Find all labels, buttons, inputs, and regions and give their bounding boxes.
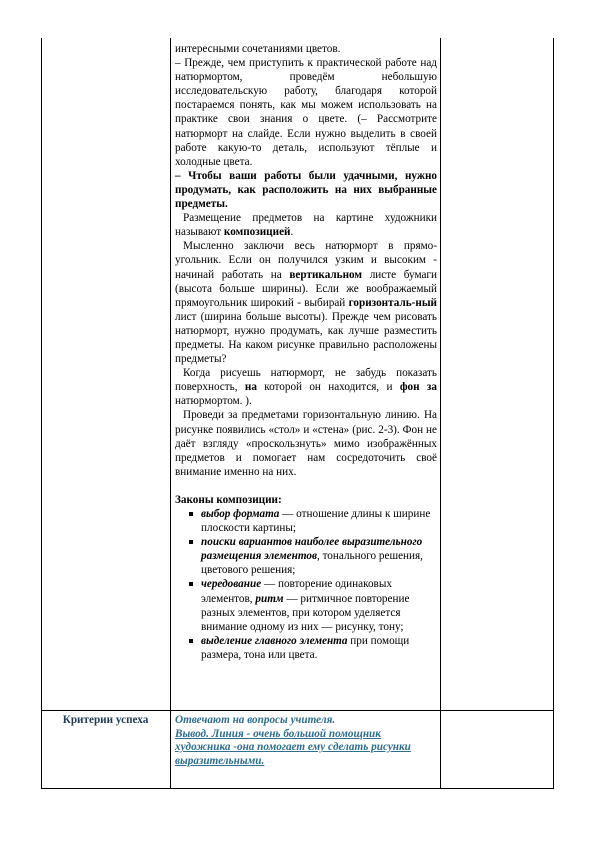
horizontal-term: горизонталь-ный — [348, 296, 437, 309]
criteria-line-1: Отвечают на вопросы учителя. — [175, 714, 336, 726]
law-item-alternation — [201, 577, 437, 633]
table-row-divider — [41, 710, 554, 711]
intro-line: интересными сочетаниями цветов. — [175, 43, 341, 55]
horizon-paragraph: Проведи за предметами горизонтальную линию. На рисунке появились «стол» и «стена» (рис. 2-3). Фон не даёт взгляду «проскользнуть» мимо изображённых предметов и помогает нам сосредоточить своё внимание именно на них. — [175, 409, 437, 478]
bold-word: на — [244, 381, 257, 394]
table-border-col2 — [440, 38, 441, 789]
table-border-right — [553, 38, 554, 789]
composition-paragraph — [175, 211, 437, 239]
lesson-table — [41, 38, 554, 789]
law-term: выбор формата — [201, 508, 280, 520]
text-span: лист (ширина больше высоты). Прежде чем рисовать натюрморт, нужно продумать, как лучше разместить предметы. На каком рисунке правильно расположены предметы? — [175, 310, 437, 366]
law-item-main-element — [201, 634, 437, 662]
content-cell — [170, 38, 440, 710]
law-term: ритм — [255, 592, 284, 605]
criteria-line-2: Вывод. Линия - очень большой помощник художника -она помогает ему сделать рисунки выразительными. — [175, 727, 411, 767]
laws-list — [175, 507, 437, 662]
background-term: фон за — [399, 381, 437, 394]
intro-paragraph: – Прежде, чем приступить к практической работе над натюрмортом, проведём небольшую исследовательскую работу, благодаря которой постараемся понять, как мы можем использовать на практике свои знания о цвете. (– Рассмотрите натюрморт на слайде. Если нужно выделить в своей работе какую-то деталь, используют тёплые и холодные цвета. — [175, 57, 437, 168]
criteria-cell — [170, 714, 440, 768]
text-span: Размещение предметов на картине художники называют — [175, 212, 437, 239]
text-span: которой он находится, и — [256, 381, 400, 394]
composition-term: композицией — [223, 226, 291, 239]
rectangle-paragraph — [175, 239, 437, 366]
laws-title: Законы композиции: — [175, 493, 282, 506]
vertical-term: вертикальном — [289, 268, 363, 281]
law-text: , тонального решения, цветового решения; — [201, 550, 423, 577]
table-border-left — [41, 38, 42, 789]
text-span: листе бумаги (высота больше ширины). Если же воображаемый прямоугольник широкий - выбирай — [175, 268, 437, 309]
surface-paragraph — [175, 366, 437, 408]
law-item-placement — [201, 535, 437, 577]
spacer — [175, 479, 437, 493]
law-text: — повторение одинаковых элементов, — [201, 578, 392, 605]
table-border-bottom — [41, 788, 554, 789]
law-term: поиски вариантов наиболее выразительного размещения элементов — [201, 536, 423, 563]
text-span: Мысленно заключи весь натюрморт в прямо-угольник. Если он получился узким и высоким - начинай работать на — [175, 240, 437, 281]
text-span: Когда рисуешь натюрморт, не забудь показать поверхность, — [175, 367, 437, 394]
law-text: при помощи размера, тона или цвета. — [201, 634, 410, 661]
text-span: натюрмортом. ). — [175, 395, 252, 408]
bold-paragraph: – Чтобы ваши работы были удачными, нужно продумать, как расположить на них выбранные предметы. — [175, 169, 437, 211]
law-term: выделение главного элемента — [201, 634, 348, 647]
law-term: чередование — [201, 578, 262, 591]
law-item-format — [201, 507, 437, 535]
law-text: — отношение длины к ширине плоскости картины; — [201, 508, 431, 535]
law-text: — ритмичное повторение разных элементов, при котором уделяется внимание одному из них — рисунку, тону; — [201, 592, 410, 633]
text-span: . — [290, 226, 294, 239]
criteria-label: Критерии успеха — [62, 714, 149, 726]
